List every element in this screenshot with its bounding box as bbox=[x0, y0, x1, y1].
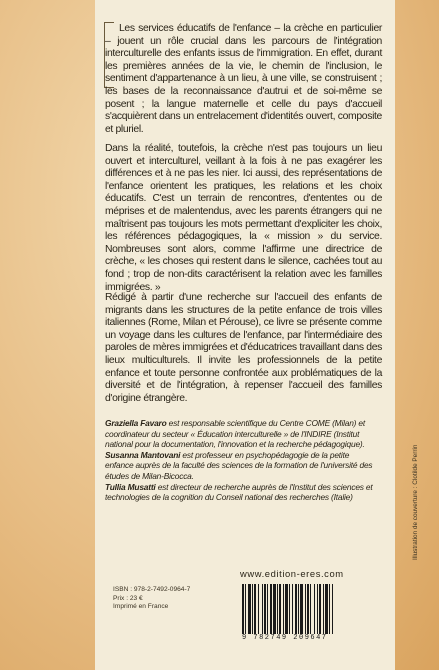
author-name: Graziella Favaro bbox=[105, 418, 167, 428]
author-bios bbox=[105, 418, 375, 503]
barcode-bars bbox=[242, 584, 362, 634]
isbn-text: ISBN : 978-2-7492-0964-7 bbox=[113, 586, 191, 593]
barcode-gap bbox=[333, 584, 334, 634]
paragraph-summary: Rédigé à partir d'une recherche sur l'accueil des enfants de migrants dans les structures de la petite enfance de trois villes italiennes (Rome, Milan et Pérouse), ce livre se présente comme un voyage dans les cultures de l'enfance, par l'intermédiaire des paroles de mères immigrées et d'éducatrices travaillant dans des lieux multiculturels. Il invite les professionnels de la petite enfance et toute personne confrontée aux problématiques de la diversité et de l'intégration, à repenser l'accueil des familles d'origine étrangère. bbox=[105, 292, 382, 404]
author-description: est directeur de recherche auprès de l'Institut des sciences et technologies de la cognition du Conseil national des recherches (Italie) bbox=[105, 481, 373, 503]
price-text: Prix : 23 € bbox=[113, 594, 143, 602]
author-name: Tullia Musatti bbox=[105, 481, 156, 492]
author-bio bbox=[105, 418, 375, 450]
author-description: est professeur en psychopédagogie de la petite enfance auprès de la faculté des sciences de la formation de l'université des études de Milan-Bicocca. bbox=[105, 449, 373, 481]
barcode bbox=[242, 584, 362, 644]
publisher-website: www.edition-eres.com bbox=[240, 568, 344, 579]
paragraph-intro: Les services éducatifs de l'enfance – la crèche en particulier – jouent un rôle crucial dans les parcours de l'intégration interculturelle des enfants issus de l'immigration. En effet, durant les premières années de la vie, le chemin de l'inclusion, le sentiment d'appartenance à un lieu, à une ville, se construisent ; les bases de la reconnaissance d'autrui et de soi-même se posent ; la langue maternelle et celle du pays d'accueil s'acquièrent dans un entrelacement d'identités ouvert, composite et pluriel. bbox=[105, 23, 382, 135]
author-bio bbox=[105, 482, 375, 503]
printed-text: Imprimé en France bbox=[113, 603, 169, 611]
illustration-credit: Illustration de couverture : Clotilde Perrin bbox=[412, 444, 419, 560]
author-description: est responsable scientifique du Centre COME (Milan) et coordinateur du secteur « Éducation interculturelle » de l'INDIRE (Institut national pour la documentation, l'innovation et la recherche pédagogique). bbox=[105, 418, 365, 450]
author-bio bbox=[105, 450, 375, 482]
author-name: Susanna Mantovani bbox=[105, 449, 181, 460]
barcode-number: 9 782749 209647 bbox=[242, 634, 328, 642]
isbn-block bbox=[113, 586, 190, 612]
paragraph-reality: Dans la réalité, toutefois, la crèche n'est pas toujours un lieu ouvert et interculturel, veillant à la fois à ne pas exagérer les différences et à ne pas les nier. Ici aussi, des représentations de l'enfance orientent les pratiques, les relations et les choix éducatifs. C'est un terrain de rencontres, d'ententes ou de méprises et de malentendus, avec les parents étrangers qui ne maîtrisent pas toujours les mots permettant d'expliciter les choix, les références pédagogiques, la « mission » du service. Nombreuses sont alors, comme l'affirme une directrice de crèche, « les choses qui restent dans le silence, cachées tout au fond ; trop de non-dits caractérisent la relation avec les familles immigrées. » bbox=[105, 143, 382, 293]
